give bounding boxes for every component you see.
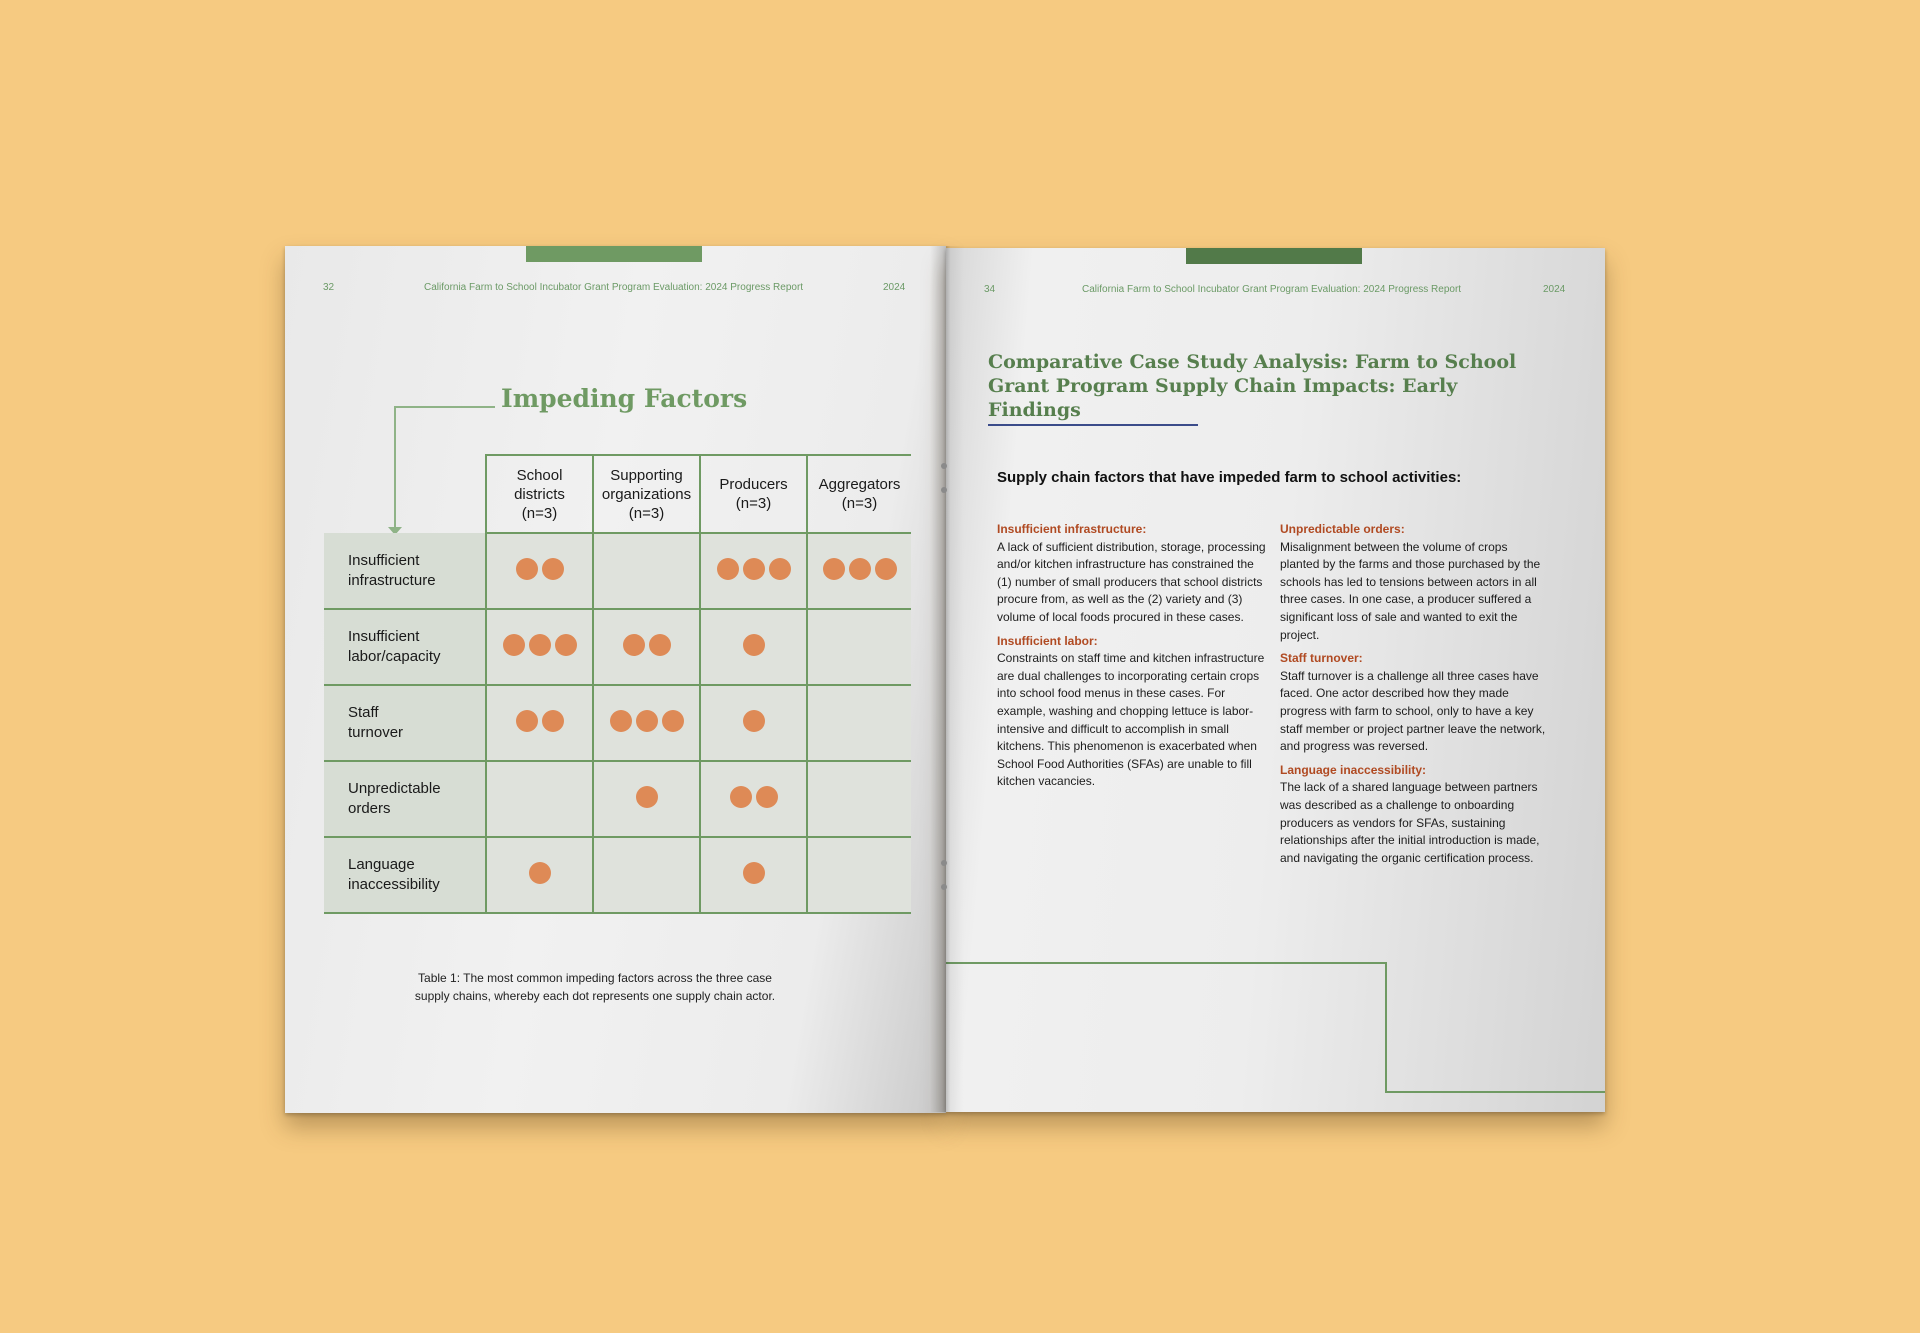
binding-ring-icon	[941, 860, 947, 866]
binding-ring-icon	[941, 884, 947, 890]
actor-dot-icon	[730, 786, 752, 808]
dot-group	[516, 558, 564, 580]
binding-ring-icon	[941, 487, 947, 493]
factor-body: The lack of a shared language between partners was described as a challenge to onboarding producers as vendors for SFAs, sustaining relationships after the initial introduction is made, and navigating the organic certification process.	[1280, 780, 1540, 865]
row-label-text: Unpredictable	[348, 780, 441, 797]
actor-dot-icon	[529, 634, 551, 656]
column-header-text: Producers	[719, 476, 788, 493]
factor-body: Staff turnover is a challenge all three cases have faced. One actor described how they made progress with farm to school, only to have a key staff member or project partner leave the network, and progress was reversed.	[1280, 668, 1546, 754]
row-label-text: labor/capacity	[348, 648, 441, 665]
row-label-text: Insufficient	[348, 628, 420, 645]
dot-group	[743, 862, 765, 884]
actor-dot-icon	[636, 786, 658, 808]
caption-line: Table 1: The most common impeding factors across the three case	[418, 971, 772, 985]
right-page	[946, 248, 1605, 1112]
actor-dot-icon	[610, 710, 632, 732]
column-header-text: organizations	[601, 485, 692, 503]
right-text-column	[1280, 521, 1550, 873]
table-caption	[395, 969, 795, 1005]
title-underline	[988, 424, 1198, 426]
table-cell	[486, 761, 593, 837]
left-text-column	[997, 521, 1269, 797]
column-header-text: (n=3)	[841, 495, 878, 512]
column-header-text: (n=3)	[628, 504, 665, 522]
actor-dot-icon	[516, 710, 538, 732]
page-number: 34	[984, 284, 996, 295]
table-row	[324, 685, 911, 761]
actor-dot-icon	[649, 634, 671, 656]
actor-dot-icon	[756, 786, 778, 808]
table-cell	[593, 533, 700, 609]
actor-dot-icon	[823, 558, 845, 580]
subheading: Supply chain factors that have impeded farm to school activities:	[997, 469, 1462, 486]
table-cell	[807, 685, 911, 761]
table-cell	[593, 609, 700, 685]
decorative-line	[1385, 962, 1387, 1092]
table-row	[324, 609, 911, 685]
row-label-text: orders	[348, 800, 391, 817]
decorative-line	[1385, 1091, 1605, 1093]
actor-dot-icon	[555, 634, 577, 656]
running-title: California Farm to School Incubator Grant Program Evaluation: 2024 Progress Report	[424, 282, 804, 293]
page-tab-marker	[526, 246, 702, 262]
dot-group	[743, 710, 765, 732]
actor-dot-icon	[717, 558, 739, 580]
actor-dot-icon	[743, 634, 765, 656]
column-header-text: Aggregators	[818, 476, 901, 493]
binding-ring-icon	[941, 463, 947, 469]
row-label	[324, 685, 486, 761]
table-cell	[593, 685, 700, 761]
actor-dot-icon	[769, 558, 791, 580]
actor-dot-icon	[743, 558, 765, 580]
row-label-text: Insufficient	[348, 551, 420, 569]
row-label-text: infrastructure	[348, 571, 436, 589]
factor-body: Constraints on staff time and kitchen infrastructure are dual challenges to incorporating certain crops into school food menus in these cases. For example, washing and chopping lettuce is labor-intensive and difficult to accomplish in small kitchens. This phenomenon is exacerbated when School Food Authorities (SFAs) are unable to fill kitchen vacancies.	[997, 651, 1265, 789]
actor-dot-icon	[503, 634, 525, 656]
table-cell	[700, 609, 807, 685]
actor-dot-icon	[743, 862, 765, 884]
factor-body: A lack of sufficient distribution, storage, processing and/or kitchen infrastructure has constrained the (1) number of small producers that school districts procure from, as well as the (2) variety and (3) volume of local foods procured in these cases.	[997, 539, 1266, 624]
table-cell	[700, 761, 807, 837]
column-header	[486, 455, 593, 533]
dot-group	[610, 710, 684, 732]
actor-dot-icon	[623, 634, 645, 656]
table-cell	[700, 685, 807, 761]
table-cell	[807, 837, 911, 913]
table-row	[324, 533, 911, 609]
factor-heading: Language inaccessibility:	[1280, 762, 1427, 777]
row-label	[324, 837, 486, 913]
dot-group	[743, 634, 765, 656]
page-tab-marker	[1186, 248, 1362, 264]
dot-group	[623, 634, 671, 656]
dot-group	[717, 558, 791, 580]
table-cell	[593, 837, 700, 913]
factor-body: Misalignment between the volume of crops planted by the farms and those purchased by the schools has led to tensions between actors in all three cases. In one case, a producer suffered a significant loss of sale and wanted to exit the project.	[1280, 539, 1541, 642]
dot-group	[529, 862, 551, 884]
decorative-line	[946, 962, 1386, 964]
dot-group	[730, 786, 778, 808]
table-cell	[486, 533, 593, 609]
table-cell	[486, 837, 593, 913]
column-header-text: (n=3)	[521, 504, 558, 522]
column-header	[807, 455, 911, 533]
year: 2024	[883, 282, 906, 293]
actor-dot-icon	[516, 558, 538, 580]
row-label	[324, 761, 486, 837]
factor-heading: Staff turnover:	[1280, 651, 1363, 666]
impeding-factors-table	[324, 454, 911, 914]
section-title: Impeding Factors	[501, 384, 748, 413]
dot-group	[516, 710, 564, 732]
actor-dot-icon	[849, 558, 871, 580]
column-header	[700, 455, 807, 533]
column-header-text: (n=3)	[735, 495, 772, 512]
running-title: California Farm to School Incubator Grant Program Evaluation: 2024 Progress Report	[1082, 284, 1462, 295]
row-label-text: inaccessibility	[348, 876, 440, 893]
dot-group	[823, 558, 897, 580]
table-cell	[807, 761, 911, 837]
row-label	[324, 609, 486, 685]
page-title	[988, 350, 1548, 422]
factor-heading: Unpredictable orders:	[1280, 522, 1405, 536]
dot-group	[503, 634, 577, 656]
actor-dot-icon	[875, 558, 897, 580]
dot-group	[636, 786, 658, 808]
actor-dot-icon	[542, 710, 564, 732]
row-label-text: Language	[348, 856, 415, 873]
table-cell	[486, 609, 593, 685]
actor-dot-icon	[636, 710, 658, 732]
column-header-text: Supporting	[610, 466, 683, 484]
table-cell	[700, 533, 807, 609]
row-label-text: Staff	[348, 704, 379, 721]
table-cell	[807, 609, 911, 685]
factor-heading: Insufficient infrastructure:	[997, 522, 1147, 536]
page-number: 32	[323, 282, 335, 293]
table-cell	[807, 533, 911, 609]
title-line: Grant Program Supply Chain Impacts: Early Findings	[988, 375, 1458, 421]
column-header	[593, 455, 700, 533]
column-header-text: districts	[514, 485, 565, 503]
actor-dot-icon	[743, 710, 765, 732]
table-cell	[700, 837, 807, 913]
title-line: Comparative Case Study Analysis: Farm to School	[988, 351, 1517, 373]
left-page	[285, 246, 946, 1113]
actor-dot-icon	[542, 558, 564, 580]
year: 2024	[1543, 284, 1566, 295]
row-label	[324, 533, 486, 609]
table-cell	[593, 761, 700, 837]
table-cell	[486, 685, 593, 761]
table-header-row	[324, 455, 911, 533]
table-row	[324, 761, 911, 837]
column-header-text: School	[516, 466, 563, 484]
connector-line	[395, 406, 495, 408]
caption-line: supply chains, whereby each dot represents one supply chain actor.	[414, 989, 776, 1003]
actor-dot-icon	[662, 710, 684, 732]
table-corner	[324, 455, 486, 533]
row-label-text: turnover	[348, 724, 404, 741]
actor-dot-icon	[529, 862, 551, 884]
factor-heading: Insufficient labor:	[997, 633, 1098, 648]
table-row	[324, 837, 911, 913]
